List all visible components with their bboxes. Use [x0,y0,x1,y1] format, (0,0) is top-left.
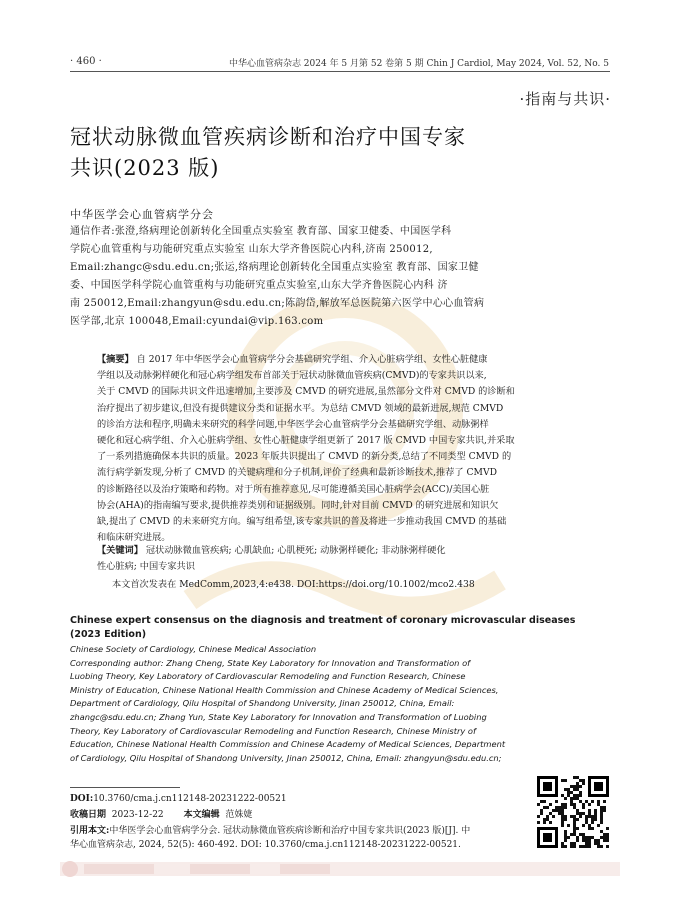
keywords-label: 【关键词】 [97,545,143,556]
title-line: 共识(2023 版) [70,156,220,180]
english-line: of Cardiology, Qilu Hospital of Shandong University, Jinan 250012, China, Email: zhangyun@sdu.edu.cn; [70,752,502,763]
author: 中华医学会心血管病学分会 [70,208,214,221]
footer-rule [70,787,180,788]
abstract-line: 了一系列措施确保本共识的质量。2023 年版共识提出了 CMVD 的新分类,总结了不同类型 CMVD 的 [97,451,512,463]
abstract-line: 学组以及动脉粥样硬化和冠心病学组发布首部关于冠状动脉微血管疾病(CMVD)的专家共识以来, [97,370,487,382]
journal-header: 中华心血管病杂志 2024 年 5 月第 52 卷第 5 期 Chin J Cardiol, May 2024, Vol. 52, No. 5 [228,59,609,69]
english-title [70,614,610,641]
english-line: Ministry of Education, Chinese National Health Commission and Chinese Academy of Medical Sciences, [70,684,499,695]
doi-value[interactable]: 10.3760/cma.j.cn112148-20231222-00521 [93,794,287,804]
header-rule [70,71,610,72]
publisher-logo-band [60,858,620,880]
corr-line: 委、中国医学科学院心血管重构与功能研究重点实验室,山东大学齐鲁医院心内科 济 [70,280,448,291]
abstract-line: 治疗提出了初步建议,但没有提供建议分类和证据水平。为总结 CMVD 领域的最新进展,规范 CMVD [97,402,504,414]
abstract-line: 关于 CMVD 的国际共识文件迅速增加,主要涉及 CMVD 的研究进展,虽然部分文件对 CMVD 的诊断和 [97,386,515,398]
abstract-line: 缺,提出了 CMVD 的未来研究方向。编写组希望,该专家共识的普及将进一步推动我国 CMVD 的基础 [97,516,507,528]
abstract-line: 协会(AHA)的指南编写要求,提供推荐类别和证据级别。同时,针对目前 CMVD 的研究进展和知识欠 [97,499,499,511]
received-label: 收稿日期 [70,810,107,820]
correspondence [70,223,610,331]
doi-label: DOI: [70,794,94,804]
english-title-line: (2023 Edition) [70,628,147,640]
english-line: zhangc@sdu.edu.cn; Zhang Yun, State Key Laboratory for Innovation and Transformation of Luobing [70,711,487,722]
english-line: Department of Cardiology, Qilu Hospital of Shandong University, Jinan 250012, China, Email: [70,698,455,709]
english-line: Theory, Key Laboratory of Cardiovascular Remodeling and Function Research, Chinese Ministry of [70,725,476,736]
editor-label: 本文编辑 [183,810,220,820]
abstract-line: 的诊治方法和程序,明确未来研究的科学问题,中华医学会心血管病学分会基础研究学组、动脉粥样 [97,418,489,430]
article-title [70,122,550,184]
english-title-line: Chinese expert consensus on the diagnosis and treatment of coronary microvascular diseases [70,615,576,626]
cite-line: 中华医学会心血管病学分会. 冠状动脉微血管疾病诊断和治疗中国专家共识(2023 版)[J]. 中 [109,826,471,836]
citation [70,824,520,852]
corr-line: Email:zhangc@sdu.edu.cn;张运,络病理论创新转化全国重点实验室 教育部、国家卫健 [70,262,479,273]
abstract-line: 硬化和冠心病学组、介入心脏病学组、女性心脏健康学组更新了 2017 版 CMVD 中国专家共识,并采取 [97,435,515,447]
abstract [97,352,609,546]
abstract-line: 自 2017 年中华医学会心血管病学分会基础研究学组、介入心脏病学组、女性心脏健康 [136,354,488,365]
received-value: 2023-12-22 [111,810,164,820]
cite-label: 引用本文: [70,826,110,836]
abstract-label: 【摘要】 [97,354,134,365]
cite-line: 华心血管病杂志, 2024, 52(5): 460-492. DOI: 10.3760/cma.j.cn112148-20231222-00521. [70,840,461,850]
corr-line: 医学部,北京 100048,Email:cyundai@vip.163.com [70,316,324,327]
corr-line: 南 250012,Email:zhangyun@sdu.edu.cn;陈韵岱,解放军总医院第六医学中心心血管病 [70,298,485,309]
received-line [70,808,520,822]
page-number: · 460 · [70,56,102,67]
english-line: Luobing Theory, Key Laboratory of Cardiovascular Remodeling and Function Research, Chinese [70,671,466,682]
first-published-note: 本文首次发表在 MedComm,2023,4:e438. DOI:https://doi.org/10.1002/mco2.438 [112,579,475,590]
editor-value: 范姝婕 [225,810,253,820]
qr-code-icon[interactable] [537,776,609,848]
keywords-line: 冠状动脉微血管疾病; 心肌缺血; 心肌梗死; 动脉粥样硬化; 非动脉粥样硬化 [145,545,446,556]
title-line: 冠状动脉微血管疾病诊断和治疗中国专家 [70,125,466,149]
keywords-line: 性心脏病; 中国专家共识 [97,561,195,572]
english-line: Corresponding author: Zhang Cheng, State Key Laboratory for Innovation and Transformation of [70,657,471,668]
corr-line: 通信作者:张澄,络病理论创新转化全国重点实验室 教育部、国家卫健委、中国医学科 [70,226,452,237]
abstract-line: 的诊断路径以及治疗策略和药物。对于所有推荐意见,尽可能遵循美国心脏病学会(ACC)/美国心脏 [97,483,490,495]
abstract-line: 流行病学新发现,分析了 CMVD 的关键病理和分子机制,评价了经典和最新诊断技术,推荐了 CMVD [97,467,497,479]
english-line: Chinese Society of Cardiology, Chinese Medical Association [70,644,317,654]
english-affiliations [70,643,610,765]
section-label: ·指南与共识· [519,90,611,108]
abstract-line: 和临床研究进展。 [97,532,171,544]
doi-line [70,792,520,806]
corr-line: 学院心血管重构与功能研究重点实验室 山东大学齐鲁医院心内科,济南 250012, [70,244,433,255]
keywords [97,543,609,575]
english-line: Education, Chinese National Health Commission and Chinese Academy of Medical Sciences, Department [70,739,506,750]
